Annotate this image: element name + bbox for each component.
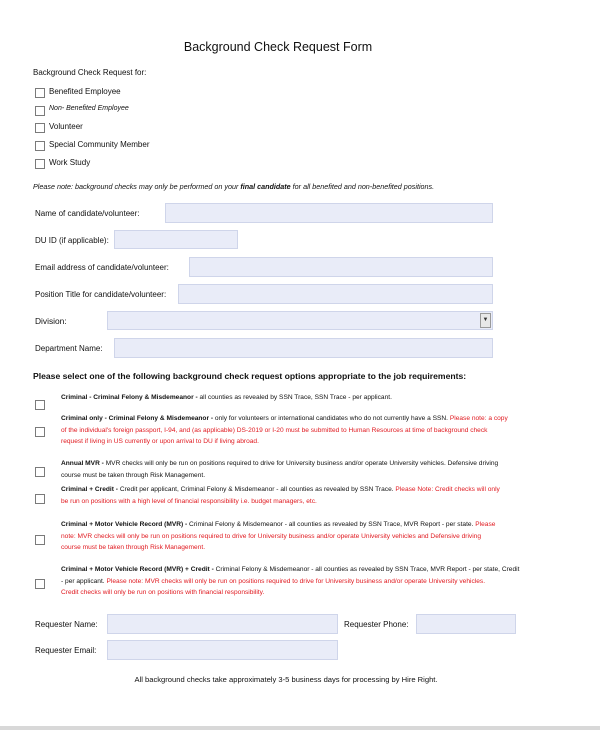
division-select[interactable] bbox=[107, 311, 493, 330]
option-annual-mvr-text: Annual MVR - MVR checks will only be run on positions required to drive for University business and/or operate University vehicles. Defensive driving course must be taken through Risk Management. bbox=[61, 460, 499, 479]
checkbox-option-annual-mvr[interactable] bbox=[35, 467, 45, 477]
checkbox-benefited-employee[interactable] bbox=[35, 88, 45, 98]
email-label: Email address of candidate/volunteer: bbox=[35, 263, 169, 272]
page-title: Background Check Request Form bbox=[183, 40, 373, 54]
option-criminal-text: Criminal - Criminal Felony & Misdemeanor - all counties as revealed by SSN Trace, SSN Trace - per applicant. bbox=[61, 394, 392, 401]
checkbox-volunteer[interactable] bbox=[35, 123, 45, 133]
requester-name-label: Requester Name: bbox=[35, 620, 98, 629]
request-for-label: Background Check Request for: bbox=[33, 68, 147, 77]
chevron-down-icon[interactable]: ▼ bbox=[480, 313, 491, 328]
candidate-email-field[interactable] bbox=[189, 257, 493, 277]
checkbox-non-benefited-employee[interactable] bbox=[35, 106, 45, 116]
department-name-field[interactable] bbox=[114, 338, 493, 358]
checkbox-option-criminal[interactable] bbox=[35, 400, 45, 410]
page-bottom-edge bbox=[0, 726, 600, 730]
checkbox-option-criminal-mvr[interactable] bbox=[35, 535, 45, 545]
requester-email-field[interactable] bbox=[107, 640, 338, 660]
options-heading: Please select one of the following background check request options appropriate to the job requirements: bbox=[33, 371, 467, 381]
du-id-label: DU ID (if applicable): bbox=[35, 236, 109, 245]
option-criminal-mvr-text: Criminal + Motor Vehicle Record (MVR) - Criminal Felony & Misdemeanor - all counties as revealed by SSN Trace, MVR Report - per state. Please note: MVR checks will only be run on positions required to drive for University business and/or operate University vehicles and Defensive driving course must be taken through Risk Management. bbox=[61, 521, 496, 551]
checkbox-special-community-member[interactable] bbox=[35, 141, 45, 151]
checkbox-label-special-community: Special Community Member bbox=[49, 140, 150, 149]
department-label: Department Name: bbox=[35, 344, 103, 353]
checkbox-label-volunteer: Volunteer bbox=[49, 122, 83, 131]
option-criminal-credit-text: Criminal + Credit - Credit per applicant, Criminal Felony & Misdemeanor - all counties as revealed by SSN Trace. Please Note: Credit checks will only be run on positions with a high level of financial responsibility i.e. budget managers, etc. bbox=[61, 486, 500, 505]
checkbox-work-study[interactable] bbox=[35, 159, 45, 169]
checkbox-label-work-study: Work Study bbox=[49, 158, 91, 167]
requester-email-label: Requester Email: bbox=[35, 646, 97, 655]
checkbox-option-criminal-only[interactable] bbox=[35, 427, 45, 437]
name-label: Name of candidate/volunteer: bbox=[35, 209, 140, 218]
du-id-field[interactable] bbox=[114, 230, 238, 249]
processing-time-note: All background checks take approximately 3-5 business days for processing by Hire Right. bbox=[134, 675, 438, 684]
option-criminal-mvr-credit-text: Criminal + Motor Vehicle Record (MVR) + Credit - Criminal Felony & Misdemeanor - all counties as revealed by SSN Trace, MVR Report - per state, Credit - per applicant. Please note: MVR checks will only be run on positions required to drive for University business and/or operate University vehicles. Credit checks will only be run on positions with financial responsibility. bbox=[61, 566, 520, 596]
requester-phone-label: Requester Phone: bbox=[344, 620, 409, 629]
final-candidate-note: Please note: background checks may only be performed on your final candidate for all benefited and non-benefited positions. bbox=[33, 182, 435, 191]
candidate-name-field[interactable] bbox=[165, 203, 493, 223]
position-label: Position Title for candidate/volunteer: bbox=[35, 290, 167, 299]
requester-name-field[interactable] bbox=[107, 614, 338, 634]
checkbox-option-criminal-credit[interactable] bbox=[35, 494, 45, 504]
division-label: Division: bbox=[35, 316, 67, 326]
position-title-field[interactable] bbox=[178, 284, 493, 304]
option-criminal-only-text: Criminal only - Criminal Felony & Misdemeanor - only for volunteers or international candidates who do not currently have a SSN. Please note: a copy of the individual's foreign passport, I-94, and (as applicable) DS-2019 or I-20 must be submitted to Human Resources at time of background check request if living in US currently or upon arrival to DU if living abroad. bbox=[61, 415, 508, 445]
requester-phone-field[interactable] bbox=[416, 614, 516, 634]
checkbox-label-benefited: Benefited Employee bbox=[49, 87, 121, 96]
checkbox-label-non-benefited: Non- Benefited Employee bbox=[49, 105, 129, 112]
checkbox-option-criminal-mvr-credit[interactable] bbox=[35, 579, 45, 589]
